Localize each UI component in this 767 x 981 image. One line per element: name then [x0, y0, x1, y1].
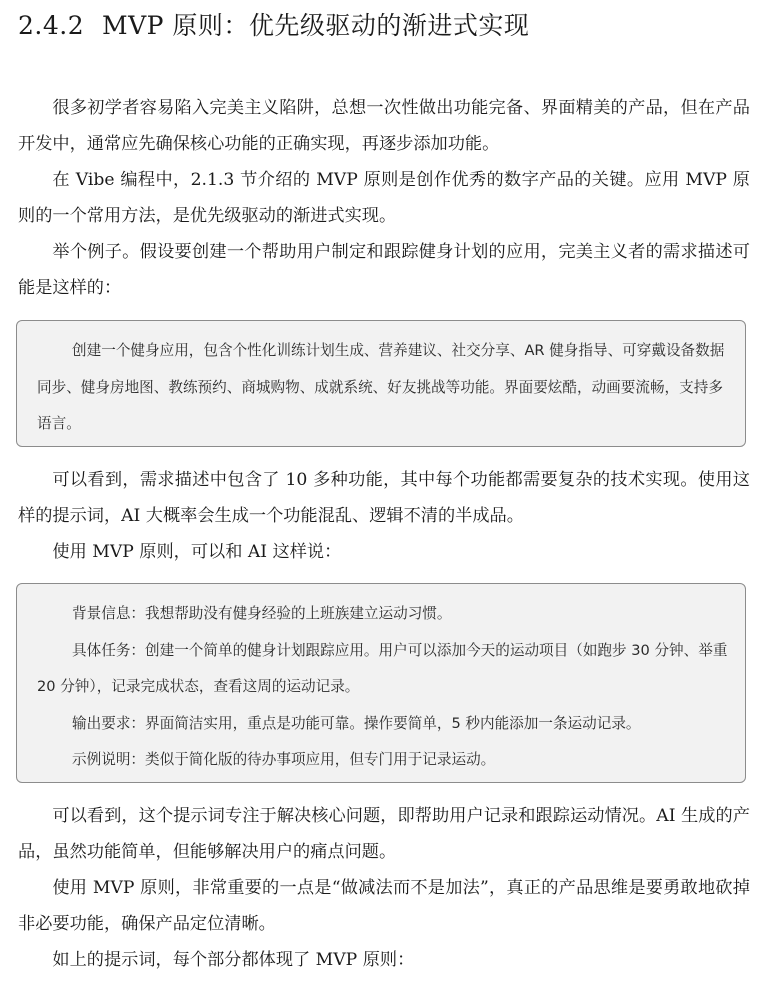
section-number: 2.4.2 [18, 11, 85, 40]
perfectionist-prompt-text: 创建一个健身应用，包含个性化训练计划生成、营养建议、社交分享、AR 健身指导、可穿戴设备数据同步、健身房地图、教练预约、商城购物、成就系统、好友挑战等功能。界面要炫酷，动画要流畅，支持多语言。 [37, 342, 725, 432]
paragraph-analysis: 可以看到，需求描述中包含了 10 多种功能，其中每个功能都需要复杂的技术实现。使用这样的提示词，AI 大概率会生成一个功能混乱、逻辑不清的半成品。 [18, 470, 750, 526]
section-title: MVP 原则：优先级驱动的渐进式实现 [102, 11, 530, 40]
paragraph-subtraction: 使用 MVP 原则，非常重要的一点是“做减法而不是加法”，真正的产品思维是要勇敢地砍掉非必要功能，确保产品定位清晰。 [18, 878, 750, 934]
paragraph-example-intro: 举个例子。假设要创建一个帮助用户制定和跟踪健身计划的应用，完美主义者的需求描述可能是这样的： [18, 242, 750, 298]
mvp-prompt-example: 示例说明：类似于简化版的待办事项应用，但专门用于记录运动。 [72, 751, 496, 768]
paragraph-focus: 可以看到，这个提示词专注于解决核心问题，即帮助用户记录和跟踪运动情况。AI 生成的产品，虽然功能简单，但能够解决用户的痛点问题。 [18, 806, 750, 862]
mvp-prompt-background: 背景信息：我想帮助没有健身经验的上班族建立运动习惯。 [72, 605, 452, 622]
paragraph-summary: 如上的提示词，每个部分都体现了 MVP 原则： [52, 950, 415, 970]
paragraph-mvp-intro: 在 Vibe 编程中，2.1.3 节介绍的 MVP 原则是创作优秀的数字产品的关键。应用 MVP 原则的一个常用方法，是优先级驱动的渐进式实现。 [18, 170, 750, 226]
perfectionist-prompt-box [16, 320, 746, 447]
mvp-prompt-box [16, 583, 746, 783]
section-heading [18, 8, 529, 44]
paragraph-perfectionism: 很多初学者容易陷入完美主义陷阱，总想一次性做出功能完备、界面精美的产品，但在产品开发中，通常应先确保核心功能的正确实现，再逐步添加功能。 [18, 98, 750, 154]
mvp-prompt-output: 输出要求：界面简洁实用，重点是功能可靠。操作要简单，5 秒内能添加一条运动记录。 [72, 714, 641, 732]
mvp-prompt-task: 具体任务：创建一个简单的健身计划跟踪应用。用户可以添加今天的运动项目（如跑步 30 分钟、举重 20 分钟），记录完成状态，查看这周的运动记录。 [37, 641, 728, 695]
paragraph-mvp-usage: 使用 MVP 原则，可以和 AI 这样说： [52, 542, 342, 562]
